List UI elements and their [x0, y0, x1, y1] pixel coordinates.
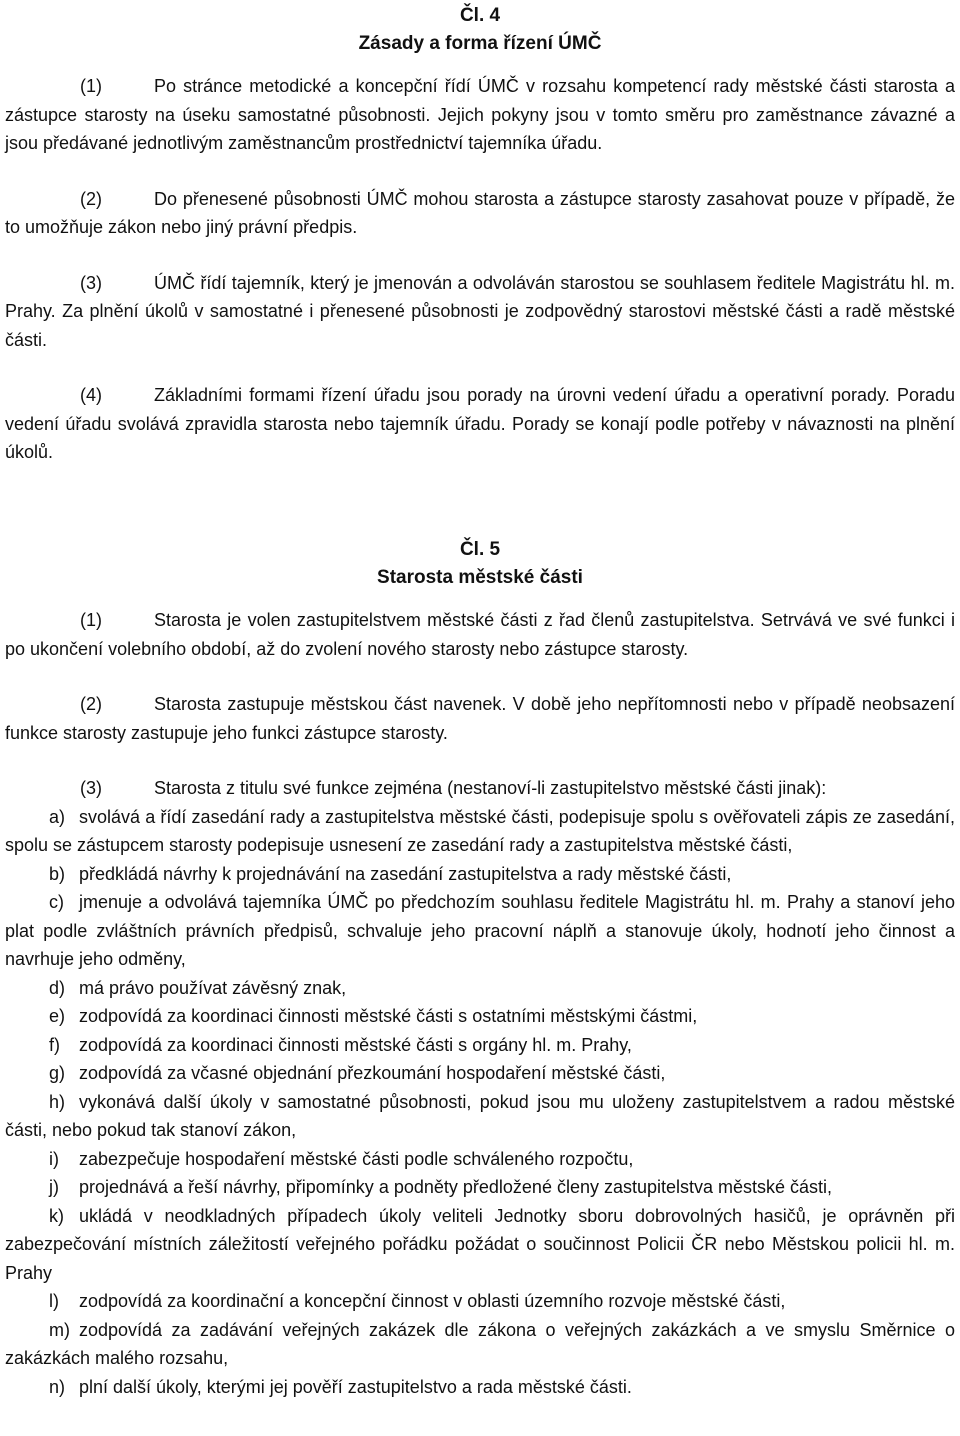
article-4-title: Zásady a forma řízení ÚMČ [358, 33, 602, 54]
article-4-paragraph-4: (4) Základními formami řízení úřadu jsou porady na úrovni vedení úřadu a operativní porady. Poradu vedení úřadu svolává zpravidla starosta nebo tajemník úřadu. Porady se konají podle potřeby v návaznosti na plnění úkolů. [5, 385, 955, 462]
list-item-n: n) plní další úkoly, kterými jej pověří zastupitelstvo a rada městské části. [49, 1376, 632, 1397]
article-5-paragraph-1: (1) Starosta je volen zastupitelstvem městské části z řad členů zastupitelstva. Setrvává ve své funkci i po ukončení volebního období, až do zvolení nového starosty nebo zástupce starosty. [5, 610, 955, 659]
article-5-paragraph-3: (3) Starosta z titulu své funkce zejména (nestanoví-li zastupitelstvo městské části jinak): [80, 778, 827, 798]
article-4 [0, 2, 960, 467]
list-item-h: h) vykonává další úkoly v samostatné působnosti, pokud jsou mu uloženy zastupitelstvem a radou městské části, nebo pokud tak stanoví zákon, [5, 1091, 955, 1140]
list-item-c: c) jmenuje a odvolává tajemníka ÚMČ po předchozím souhlasu ředitele Magistrátu hl. m. Prahy a stanoví jeho plat podle zvláštních právních předpisů, schvaluje jeho pracovní náplň a stanovuje úkoly, hodnotí jeho činnost a navrhuje jeho odměny, [5, 892, 955, 969]
list-item-d: d) má právo používat závěsný znak, [49, 977, 347, 998]
article-4-paragraph-3: (3) ÚMČ řídí tajemník, který je jmenován a odvoláván starostou se souhlasem ředitele Magistrátu hl. m. Prahy. Za plnění úkolů v samostatné i přenesené působnosti je zodpovědný starostovi městské části a radě městské části. [5, 272, 955, 350]
article-4-number: Čl. 4 [459, 5, 501, 26]
list-item-f: f) zodpovídá za koordinaci činnosti městské části s orgány hl. m. Prahy, [49, 1034, 632, 1055]
list-item-i: i) zabezpečuje hospodaření městské části podle schváleného rozpočtu, [49, 1148, 634, 1169]
list-item-l: l) zodpovídá za koordinační a koncepční činnost v oblasti územního rozvoje městské části, [49, 1291, 786, 1311]
article-5 [0, 536, 960, 1401]
article-5-paragraph-2: (2) Starosta zastupuje městskou část navenek. V době jeho nepřítomnosti nebo v případě neobsazení funkce starosty zastupuje jeho funkci zástupce starosty. [5, 694, 955, 743]
list-item-a: a) svolává a řídí zasedání rady a zastupitelstva městské části, podepisuje spolu s ověřovateli zápis ze zasedání, spolu se zástupcem starosty podepisuje usnesení ze zasedání rady a zastupitelstva městské části, [5, 806, 955, 855]
list-item-e: e) zodpovídá za koordinaci činnosti městské části s ostatními městskými částmi, [49, 1006, 698, 1026]
list-item-b: b) předkládá návrhy k projednávání na zasedání zastupitelstva a rady městské části, [49, 863, 732, 884]
list-item-j: j) projednává a řeší návrhy, připomínky a podněty předložené členy zastupitelstva městské části, [49, 1177, 833, 1197]
article-5-number: Čl. 5 [459, 539, 501, 560]
article-4-paragraph-2: (2) Do přenesené působnosti ÚMČ mohou starosta a zástupce starosty zasahovat pouze v případě, že to umožňuje zákon nebo jiný právní předpis. [5, 188, 955, 237]
article-5-title: Starosta městské části [377, 567, 583, 588]
list-item-g: g) zodpovídá za včasné objednání přezkoumání hospodaření městské části, [49, 1063, 666, 1083]
list-item-k: k) ukládá v neodkladných případech úkoly veliteli Jednotky sboru dobrovolných hasičů, je oprávněn při zabezpečování místních záležitostí veřejného pořádku požádat o součinnost Policii ČR nebo Městskou policii hl. m. Prahy [5, 1205, 955, 1283]
article-4-paragraph-1: (1) Po stránce metodické a koncepční řídí ÚMČ v rozsahu kompetencí rady městské části starosta a zástupce starosty na úseku samostatné působnosti. Jejich pokyny jsou v tomto směru pro zaměstnance závazné a jsou předávané jednotlivým zaměstnancům prostřednictví tajemníka úřadu. [5, 76, 955, 153]
list-item-m: m) zodpovídá za zadávání veřejných zakázek dle zákona o veřejných zakázkách a ve smyslu Směrnice o zakázkách malého rozsahu, [5, 1319, 955, 1368]
